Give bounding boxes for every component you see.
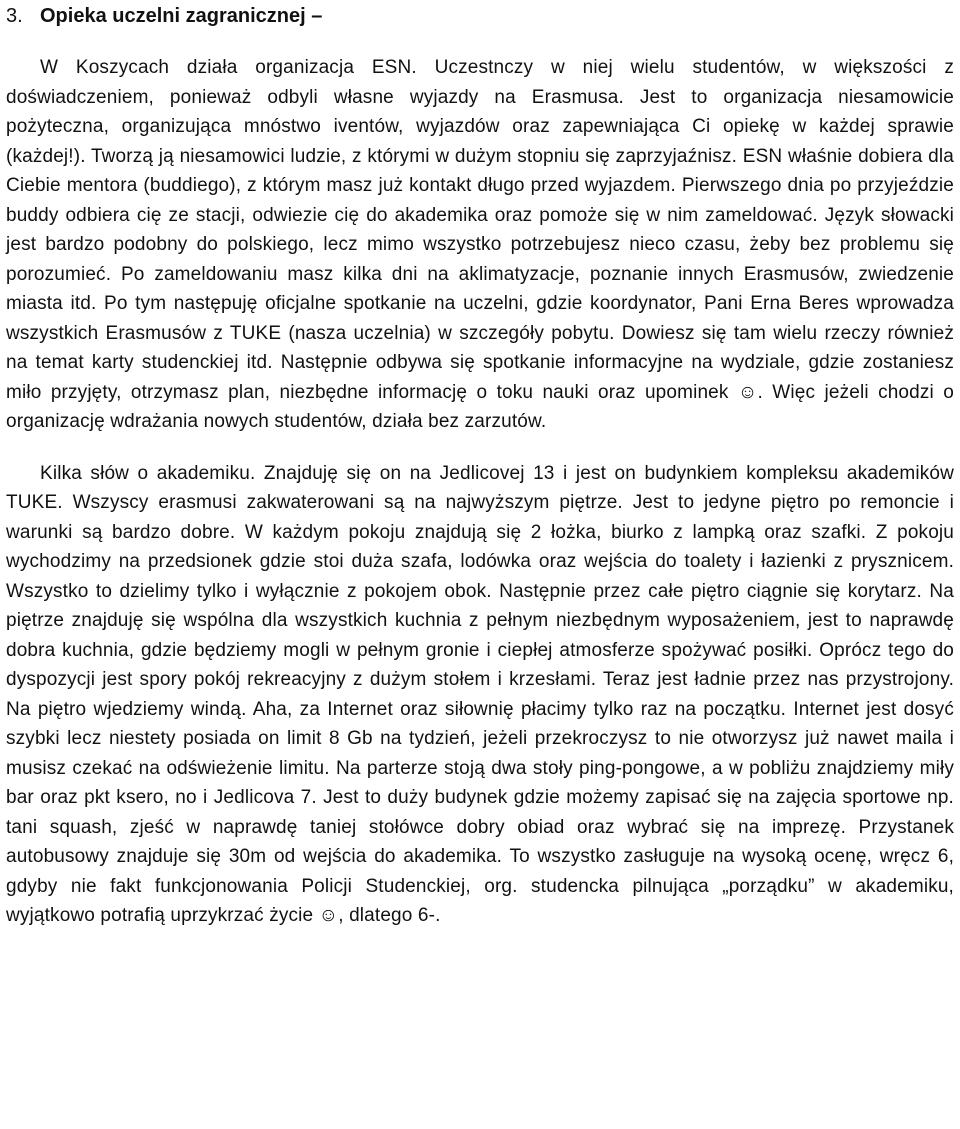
paragraph-dormitory: Kilka słów o akademiku. Znajduję się on na Jedlicovej 13 i jest on budynkiem kompleksu akademików TUKE. Wszyscy erasmusi zakwaterowani są na najwyższym piętrze. Jest to jedyne piętro po remoncie i warunki są bardzo dobre. W każdym pokoju znajdują się 2 łożka, biurko z lampką oraz szafki. Z pokoju wychodzimy na przedsionek gdzie stoi duża szafa, lodówka oraz wejścia do toalety i łazienki z prysznicem. Wszystko to dzielimy tylko i wyłącznie z pokojem obok. Następnie przez całe piętro ciągnie się korytarz. Na piętrze znajduję się wspólna dla wszystkich kuchnia z pełnym niezbędnym wyposażeniem, jest to naprawdę dobra kuchnia, gdzie będziemy mogli w pełnym gronie i ciepłej atmosferze spożywać posiłki. Oprócz tego do dyspozycji jest spory pokój rekreacyjny z dużym stołem i krzesłami. Teraz jest ładnie przez nas przystrojony. Na piętro wjedziemy windą. Aha, za Internet oraz siłownię płacimy tylko raz na początku. Internet jest dosyć szybki lecz niestety posiada on limit 8 Gb na tydzień, jeżeli przekroczysz to nie otworzysz już nawet maila i musisz czekać na odświeżenie limitu. Na parterze stoją dwa stoły ping-pongowe, a w pobliżu znajdziemy miły bar oraz pkt ksero, no i Jedlicova 7. Jest to duży budynek gdzie możemy zapisać się na zajęcia sportowe np. tani squash, zjeść w naprawdę taniej stołówce dobry obiad oraz wybrać się na imprezę. Przystanek autobusowy znajduje się 30m od wejścia do akademika. To wszystko zasługuje na wysoką ocenę, wręcz 6, gdyby nie fakt funkcjonowania Policji Studenckiej, org. studencka pilnująca „porządku” w akademiku, wyjątkowo potrafią uprzykrzać życie ☺, dlatego 6-. — [6, 462, 954, 926]
section-title: Opieka uczelni zagranicznej – — [40, 5, 323, 27]
section-number: 3. — [6, 5, 23, 27]
section-heading — [6, 0, 954, 33]
paragraph-esn-care: W Koszycach działa organizacja ESN. Uczestnczy w niej wielu studentów, w większości z doświadczeniem, ponieważ odbyli własne wyjazdy na Erasmusa. Jest to organizacja niesamowicie pożyteczna, organizująca mnóstwo iventów, wyjazdów oraz zapewniająca Ci opiekę w każdej sprawie (każdej!). Tworzą ją niesamowici ludzie, z którymi w dużym stopniu się zaprzyjaźnisz. ESN właśnie dobiera dla Ciebie mentora (buddiego), z którym masz już kontakt długo przed wyjazdem. Pierwszego dnia po przyjeździe buddy odbiera cię ze stacji, odwiezie cię do akademika oraz pomoże się w nim zameldować. Język słowacki jest bardzo podobny do polskiego, lecz mimo wszystko potrzebujesz nieco czasu, żeby bez problemu się porozumieć. Po zameldowaniu masz kilka dni na aklimatyzacje, poznanie innych Erasmusów, zwiedzenie miasta itd. Po tym następuję oficjalne spotkanie na uczelni, gdzie koordynator, Pani Erna Beres wprowadza wszystkich Erasmusów z TUKE (nasza uczelnia) w szczegóły pobytu. Dowiesz się tam wielu rzeczy również na temat karty studenckiej itd. Następnie odbywa się spotkanie informacyjne na wydziale, gdzie zostaniesz miło przyjęty, otrzymasz plan, niezbędne informację o toku nauki oraz upominek ☺. Więc jeżeli chodzi o organizację wdrażania nowych studentów, działa bez zarzutów. — [6, 57, 954, 432]
